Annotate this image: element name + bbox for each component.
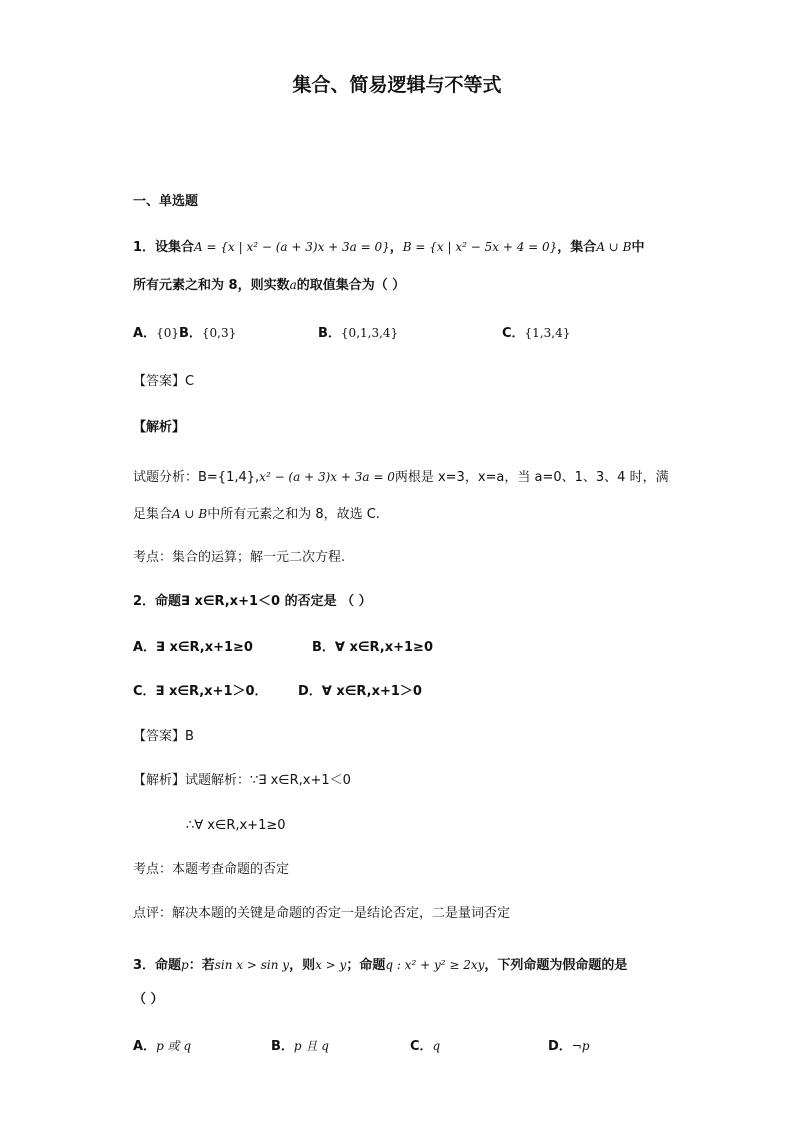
q1-analysis-line1: [133, 468, 669, 487]
q1-var-a: a: [289, 278, 297, 292]
q1-option-c: [502, 324, 570, 343]
q1-analysis-label: 【解析】: [133, 420, 186, 435]
q2-option-d: D．∀ x∈R,x+1＞0: [298, 684, 422, 699]
q1-stem-line2: [133, 276, 405, 295]
q1-kaodian: 考点：集合的运算；解一元二次方程.: [133, 550, 346, 565]
q3-opt-b-value: p 且 q: [293, 1039, 329, 1053]
q2-analysis: 【解析】试题解析：∵∃ x∈R,x+1＜0: [133, 773, 351, 788]
q1-option-b: [318, 324, 398, 343]
q2-option-b: B．∀ x∈R,x+1≥0: [312, 640, 433, 655]
q1-answer: 【答案】C: [133, 374, 195, 389]
q3-q-label: ；命题: [346, 958, 386, 973]
q3-p: p: [181, 958, 189, 972]
q1-opt-b1-value: {0,3}: [201, 326, 237, 340]
q3-result: x > y: [315, 958, 347, 972]
q3-option-b: [271, 1037, 329, 1056]
q1-end: 中: [631, 240, 645, 255]
q3-opt-a-value: p 或 q: [156, 1039, 192, 1053]
q2-answer: 【答案】B: [133, 729, 194, 744]
q2-stem: 2．命题∃ x∈R,x+1＜0 的否定是 （ ）: [133, 594, 372, 609]
q1-mid: ，集合: [557, 240, 597, 255]
q2-dianping: 点评：解决本题的关键是命题的否定一是结论否定，二是量词否定: [133, 906, 511, 921]
q3-stem-line1: [133, 956, 627, 975]
page-title: 集合、简易逻辑与不等式: [292, 74, 502, 96]
q1-analysis-l1b: 两根是 x=3，x=a，当 a=0、1、3、4 时，满: [394, 470, 669, 485]
q1-opt-a-label: A．: [133, 326, 157, 341]
q1-opt-c-value: {1,3,4}: [524, 326, 571, 340]
q3-option-a: [133, 1037, 191, 1056]
q1-opt-b2-value: {0,1,3,4}: [340, 326, 399, 340]
q2-analysis-conclusion: ∴∀ x∈R,x+1≥0: [186, 818, 286, 833]
q3-prefix: 3．命题: [133, 958, 182, 973]
q2-kaodian: 考点：本题考查命题的否定: [133, 862, 290, 877]
q3-opt-c-label: C．: [410, 1039, 433, 1054]
q1-analysis-line2: [133, 505, 380, 524]
q3-opt-d-value: ¬p: [571, 1039, 590, 1053]
q3-tail: ，下列命题为假命题的是: [484, 958, 628, 973]
q1-analysis-eq: x² − (a + 3)x + 3a = 0: [259, 470, 395, 484]
q3-option-d: [548, 1037, 590, 1056]
q1-opt-a-value: {0}: [156, 326, 179, 340]
q1-set-a: A = {x | x² − (a + 3)x + 3a = 0}: [194, 240, 390, 254]
section-heading: 一、单选题: [133, 194, 199, 209]
q1-analysis-l2a: 足集合: [133, 507, 173, 522]
q1-line2b: 的取值集合为（ ）: [296, 278, 406, 293]
q3-option-c: [410, 1037, 440, 1056]
q1-opt-c-label: C．: [502, 326, 525, 341]
q1-set-b: B = {x | x² − 5x + 4 = 0}: [402, 240, 558, 254]
q3-condition: sin x > sin y: [214, 958, 290, 972]
q3-opt-d-label: D．: [548, 1039, 572, 1054]
q2-option-a: A．∃ x∈R,x+1≥0: [133, 640, 253, 655]
q1-prefix: 1．设集合: [133, 240, 195, 255]
q1-opt-b1-label: B．: [178, 326, 202, 341]
q3-colon1: ：若: [188, 958, 215, 973]
q3-opt-b-label: B．: [271, 1039, 294, 1054]
q3-opt-a-label: A．: [133, 1039, 157, 1054]
q3-then: ，则: [289, 958, 316, 973]
q1-option-a: [133, 324, 236, 343]
q1-comma: ，: [389, 240, 403, 255]
q1-stem-line1: [133, 238, 645, 257]
q3-q-expr: q : x² + y² ≥ 2xy: [385, 958, 485, 972]
q1-analysis-l2b: 中所有元素之和为 8，故选 C.: [207, 507, 380, 522]
q1-line2a: 所有元素之和为 8，则实数: [133, 278, 290, 293]
q3-opt-c-value: q: [432, 1039, 441, 1053]
q2-option-c: C．∃ x∈R,x+1＞0．: [133, 684, 268, 699]
q3-stem-line2: （ ）: [133, 992, 164, 1007]
q1-analysis-union: A ∪ B: [172, 507, 208, 521]
q1-analysis-l1a: 试题分析：B={1,4},: [133, 470, 260, 485]
q1-opt-b2-label: B．: [318, 326, 341, 341]
q1-union: A ∪ B: [596, 240, 632, 254]
